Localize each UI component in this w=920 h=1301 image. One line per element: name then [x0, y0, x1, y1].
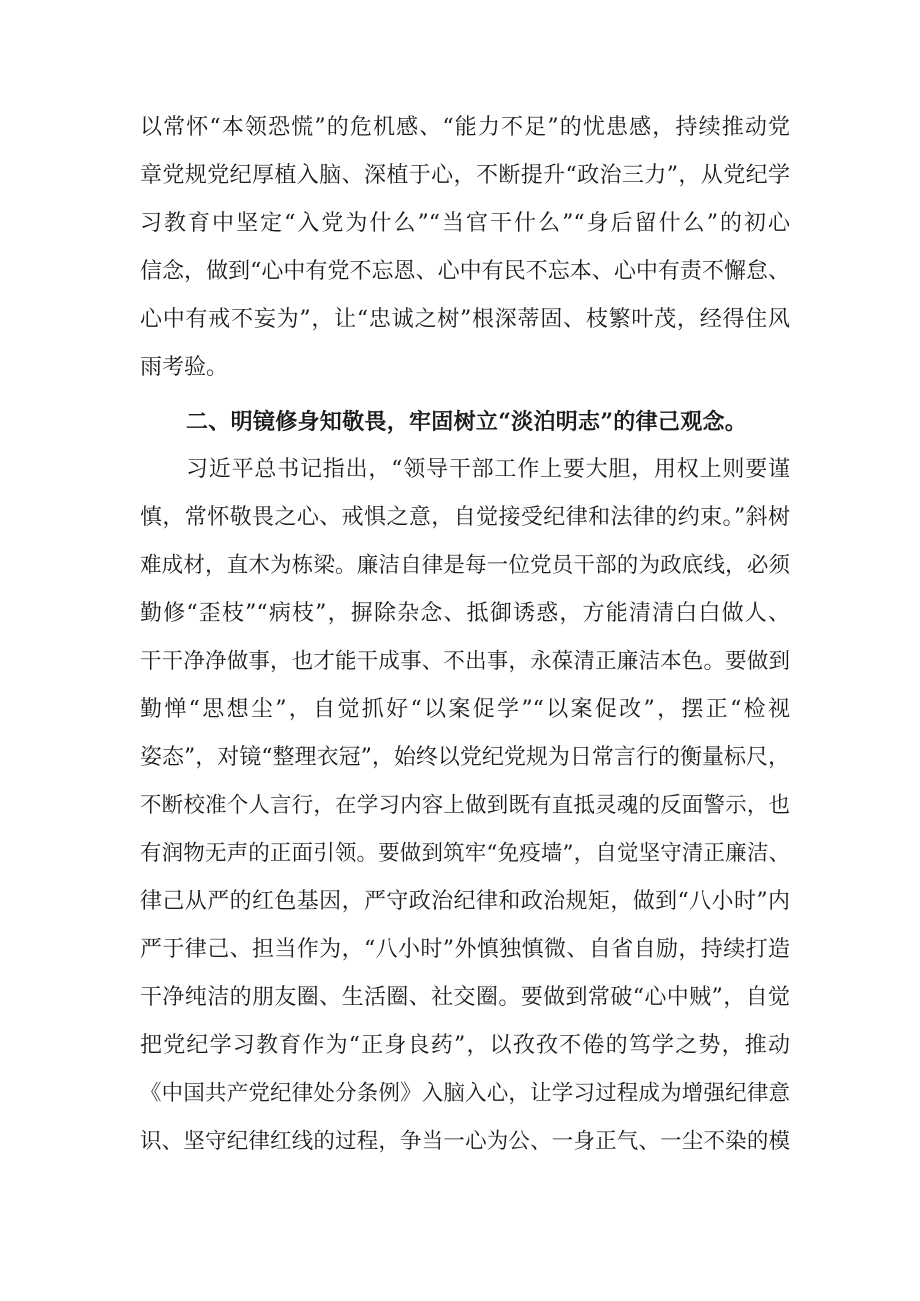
paragraph-2-line-13: 把党纪学习教育作为“正身良药”，以孜孜不倦的笃学之势，推动 — [140, 1033, 790, 1058]
paragraph-2-line-14: 《中国共产党纪律处分条例》入脑入心，让学习过程成为增强纪律意 — [140, 1081, 790, 1106]
paragraph-2-line-7: 姿态”，对镜“整理衣冠”，始终以党纪党规为日常言行的衡量标尺， — [140, 745, 790, 770]
paragraph-2-line-1: 习近平总书记指出，“领导干部工作上要大胆，用权上则要谨 — [186, 457, 790, 482]
section-heading: 二、明镜修身知敬畏，牢固树立“淡泊明志”的律己观念。 — [186, 409, 748, 435]
paragraph-1-line-1: 以常怀“本领恐慌”的危机感、“能力不足”的忧患感，持续推动党 — [140, 115, 790, 140]
paragraph-2-line-12: 干净纯洁的朋友圈、生活圈、社交圈。要做到常破“心中贼”，自觉 — [140, 985, 790, 1010]
paragraph-2-line-10: 律己从严的红色基因，严守政治纪律和政治规矩，做到“八小时”内 — [140, 889, 790, 914]
paragraph-2-line-4: 勤修“歪枝”“病枝”，摒除杂念、抵御诱惑，方能清清白白做人、 — [140, 601, 790, 626]
paragraph-2-line-8: 不断校准个人言行，在学习内容上做到既有直抵灵魂的反面警示，也 — [140, 793, 790, 818]
paragraph-2-line-6: 勤惮“思想尘”，自觉抓好“以案促学”“以案促改”，摆正“检视 — [140, 697, 790, 722]
paragraph-2-line-3: 难成材，直木为栋梁。廉洁自律是每一位党员干部的为政底线，必须 — [140, 553, 790, 578]
paragraph-2-line-15: 识、坚守纪律红线的过程，争当一心为公、一身正气、一尘不染的模 — [140, 1129, 790, 1154]
paragraph-2-line-5: 干干净净做事，也才能干成事、不出事，永葆清正廉洁本色。要做到 — [140, 649, 790, 674]
paragraph-1-line-4: 信念，做到“心中有党不忘恩、心中有民不忘本、心中有责不懈怠、 — [140, 259, 790, 284]
paragraph-1-line-3: 习教育中坚定“入党为什么”“当官干什么”“身后留什么”的初心 — [140, 211, 790, 236]
paragraph-2-line-2: 慎，常怀敬畏之心、戒惧之意，自觉接受纪律和法律的约束。”斜树 — [140, 505, 790, 530]
paragraph-1-line-6: 雨考验。 — [140, 355, 229, 380]
paragraph-1-line-2: 章党规党纪厚植入脑、深植于心，不断提升“政治三力”，从党纪学 — [140, 163, 790, 188]
paragraph-1-line-5: 心中有戒不妄为”，让“忠诚之树”根深蒂固、枝繁叶茂，经得住风 — [140, 307, 790, 332]
paragraph-2-line-11: 严于律己、担当作为，“八小时”外慎独慎微、自省自励，持续打造 — [140, 937, 790, 962]
paragraph-2-line-9: 有润物无声的正面引领。要做到筑牢“免疫墙”，自觉坚守清正廉洁、 — [140, 841, 790, 866]
